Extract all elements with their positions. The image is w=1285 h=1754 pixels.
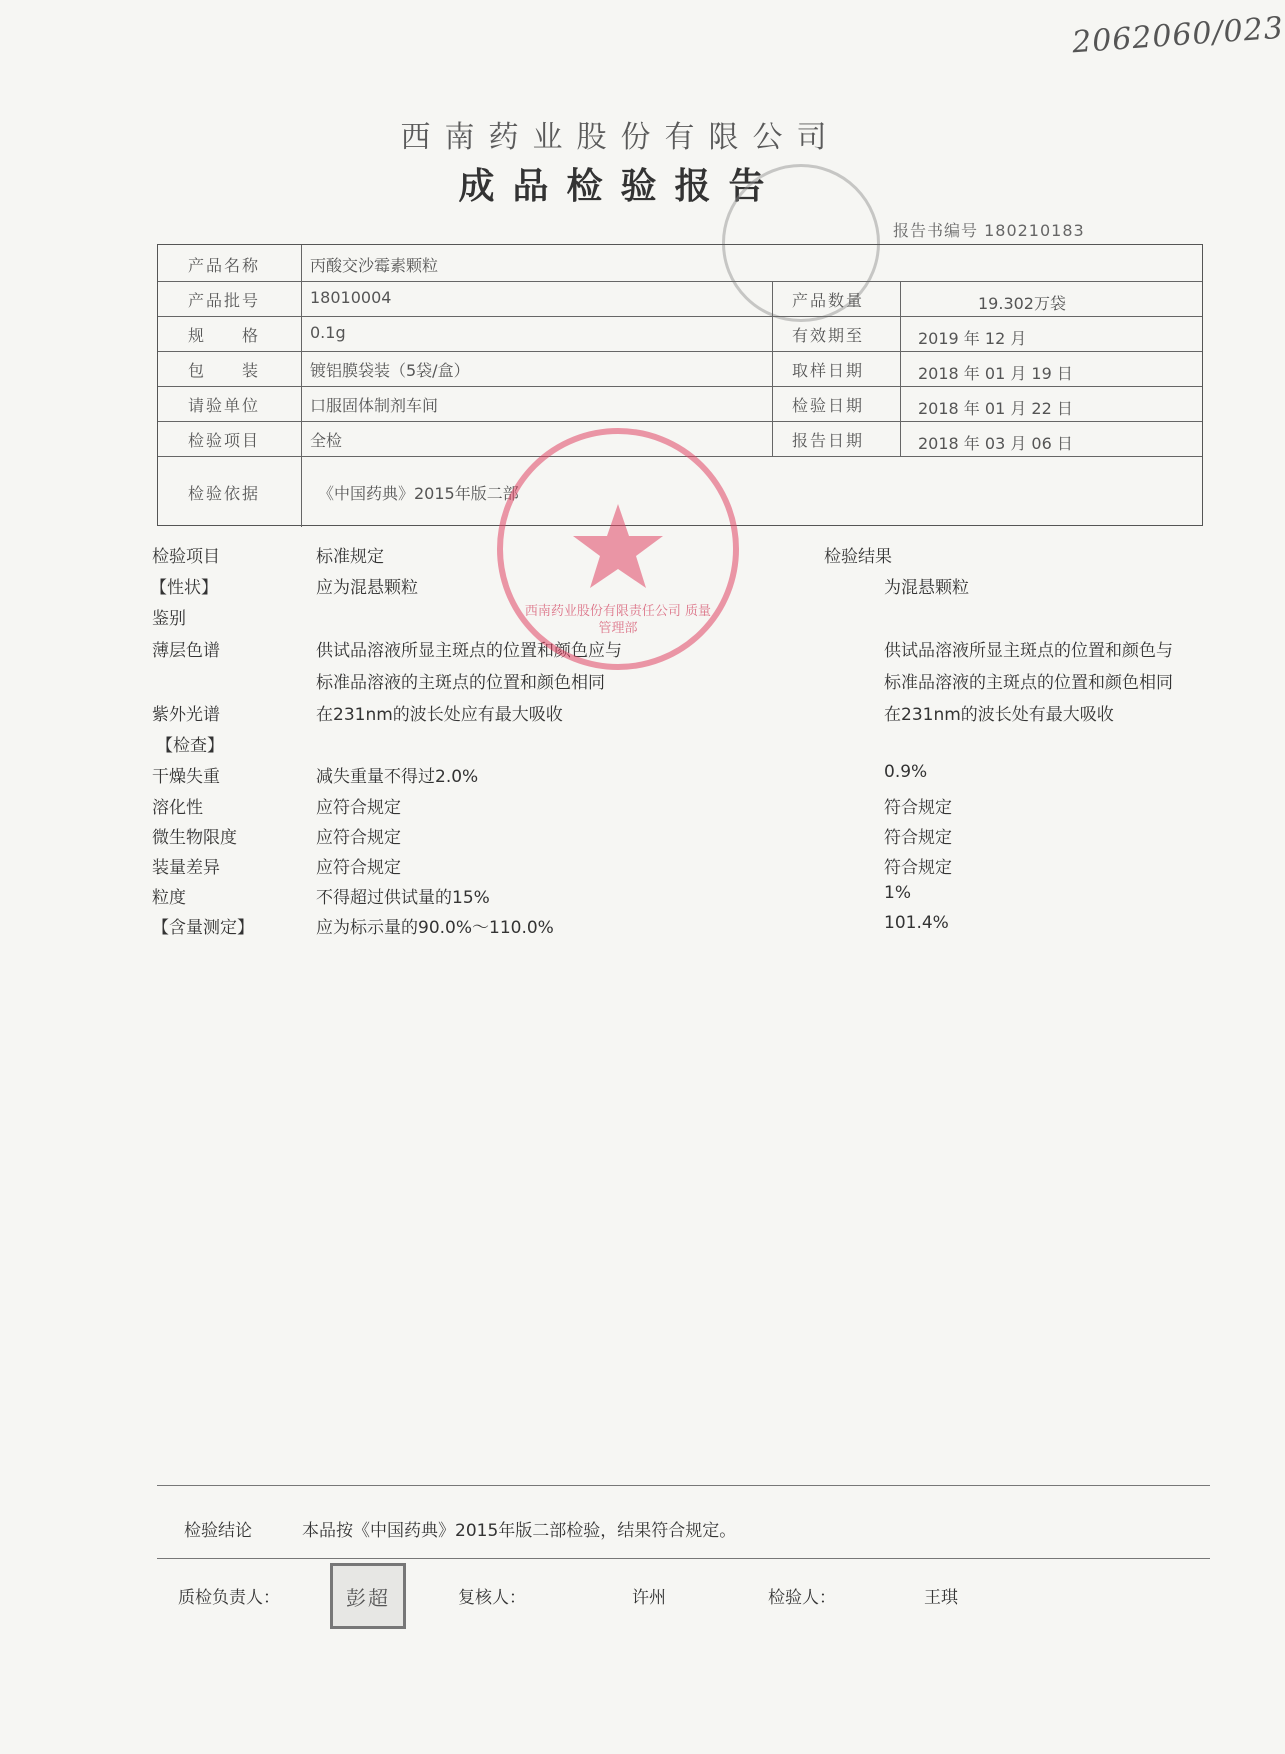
list-item: 【性状】 — [150, 578, 218, 598]
list-item: 供试品溶液所显主斑点的位置和颜色与 — [884, 641, 1173, 661]
company-name: 西南药业股份有限公司 — [400, 120, 841, 155]
list-item: 应符合规定 — [316, 828, 401, 848]
report-number: 报告书编号 180210183 — [893, 221, 1085, 240]
list-item: 符合规定 — [884, 798, 952, 818]
label-product-name: 产品名称 — [188, 256, 261, 275]
qc-head-seal: 彭超 — [330, 1563, 406, 1629]
label-expiry: 有效期至 — [792, 326, 865, 345]
list-item: 紫外光谱 — [152, 705, 220, 725]
page-title: 成品检验报告 — [458, 165, 783, 207]
reviewer-name: 许州 — [632, 1588, 666, 1608]
value-package: 镀铝膜袋装（5袋/盒） — [310, 361, 470, 380]
value-spec: 0.1g — [310, 323, 346, 342]
label-spec: 规 格 — [188, 326, 261, 345]
value-sampling-date: 2018 年 01 月 19 日 — [918, 364, 1073, 383]
divider-top — [157, 1485, 1210, 1486]
label-test-items: 检验项目 — [188, 431, 261, 450]
list-item: 应符合规定 — [316, 798, 401, 818]
value-product-name: 丙酸交沙霉素颗粒 — [310, 256, 439, 275]
value-test-date: 2018 年 01 月 22 日 — [918, 399, 1073, 418]
list-item: 符合规定 — [884, 828, 952, 848]
list-item: 101.4% — [884, 913, 949, 933]
value-quantity: 19.302万袋 — [978, 294, 1066, 313]
col-header-item: 检验项目 — [152, 547, 220, 567]
list-item: 在231nm的波长处有最大吸收 — [884, 705, 1114, 725]
list-item: 干燥失重 — [152, 767, 220, 787]
list-item: 应为标示量的90.0%～110.0% — [316, 918, 554, 938]
inspector-label: 检验人： — [768, 1588, 836, 1608]
handwritten-code: 2062060/023 — [1071, 10, 1285, 61]
reviewer-label: 复核人： — [458, 1588, 526, 1608]
list-item: 【检查】 — [156, 736, 224, 756]
list-item: 溶化性 — [152, 798, 203, 818]
label-batch-no: 产品批号 — [188, 291, 261, 310]
list-item: 标准品溶液的主斑点的位置和颜色相同 — [316, 673, 605, 693]
stamp-text: 西南药业股份有限责任公司 质量管理部 — [524, 604, 712, 636]
value-report-date: 2018 年 03 月 06 日 — [918, 434, 1073, 453]
list-item: 减失重量不得过2.0% — [316, 767, 479, 787]
list-item: 【含量测定】 — [152, 918, 254, 938]
list-item: 1% — [884, 883, 911, 903]
list-item: 鉴别 — [152, 609, 186, 629]
list-item: 粒度 — [152, 888, 186, 908]
label-package: 包 装 — [188, 361, 261, 380]
list-item: 符合规定 — [884, 858, 952, 878]
list-item: 应符合规定 — [316, 858, 401, 878]
value-batch-no: 18010004 — [310, 288, 392, 307]
value-basis: 《中国药典》2015年版二部 — [318, 484, 519, 503]
label-sampling-date: 取样日期 — [792, 361, 865, 380]
inspector-name: 王琪 — [924, 1588, 958, 1608]
list-item: 不得超过供试量的15% — [316, 888, 490, 908]
label-basis: 检验依据 — [188, 484, 261, 503]
col-header-result: 检验结果 — [824, 547, 892, 567]
label-quantity: 产品数量 — [792, 291, 865, 310]
value-test-items: 全检 — [310, 431, 343, 450]
label-test-date: 检验日期 — [792, 396, 865, 415]
list-item: 供试品溶液所显主斑点的位置和颜色应与 — [316, 641, 622, 661]
label-applicant: 请验单位 — [188, 396, 261, 415]
label-report-date: 报告日期 — [792, 431, 865, 450]
divider-bottom — [157, 1558, 1210, 1559]
list-item: 0.9% — [884, 762, 928, 782]
value-expiry: 2019 年 12 月 — [918, 329, 1027, 348]
col-header-standard: 标准规定 — [316, 547, 384, 567]
header-table — [157, 244, 1203, 526]
conclusion-text: 本品按《中国药典》2015年版二部检验，结果符合规定。 — [302, 1521, 737, 1541]
list-item: 应为混悬颗粒 — [316, 578, 418, 598]
list-item: 薄层色谱 — [152, 641, 220, 661]
list-item: 为混悬颗粒 — [884, 578, 969, 598]
list-item: 标准品溶液的主斑点的位置和颜色相同 — [884, 673, 1173, 693]
list-item: 在231nm的波长处应有最大吸收 — [316, 705, 563, 725]
list-item: 装量差异 — [152, 858, 220, 878]
list-item: 微生物限度 — [152, 828, 237, 848]
value-applicant: 口服固体制剂车间 — [310, 396, 439, 415]
conclusion-label: 检验结论 — [184, 1521, 252, 1541]
qc-head-label: 质检负责人： — [178, 1588, 280, 1608]
